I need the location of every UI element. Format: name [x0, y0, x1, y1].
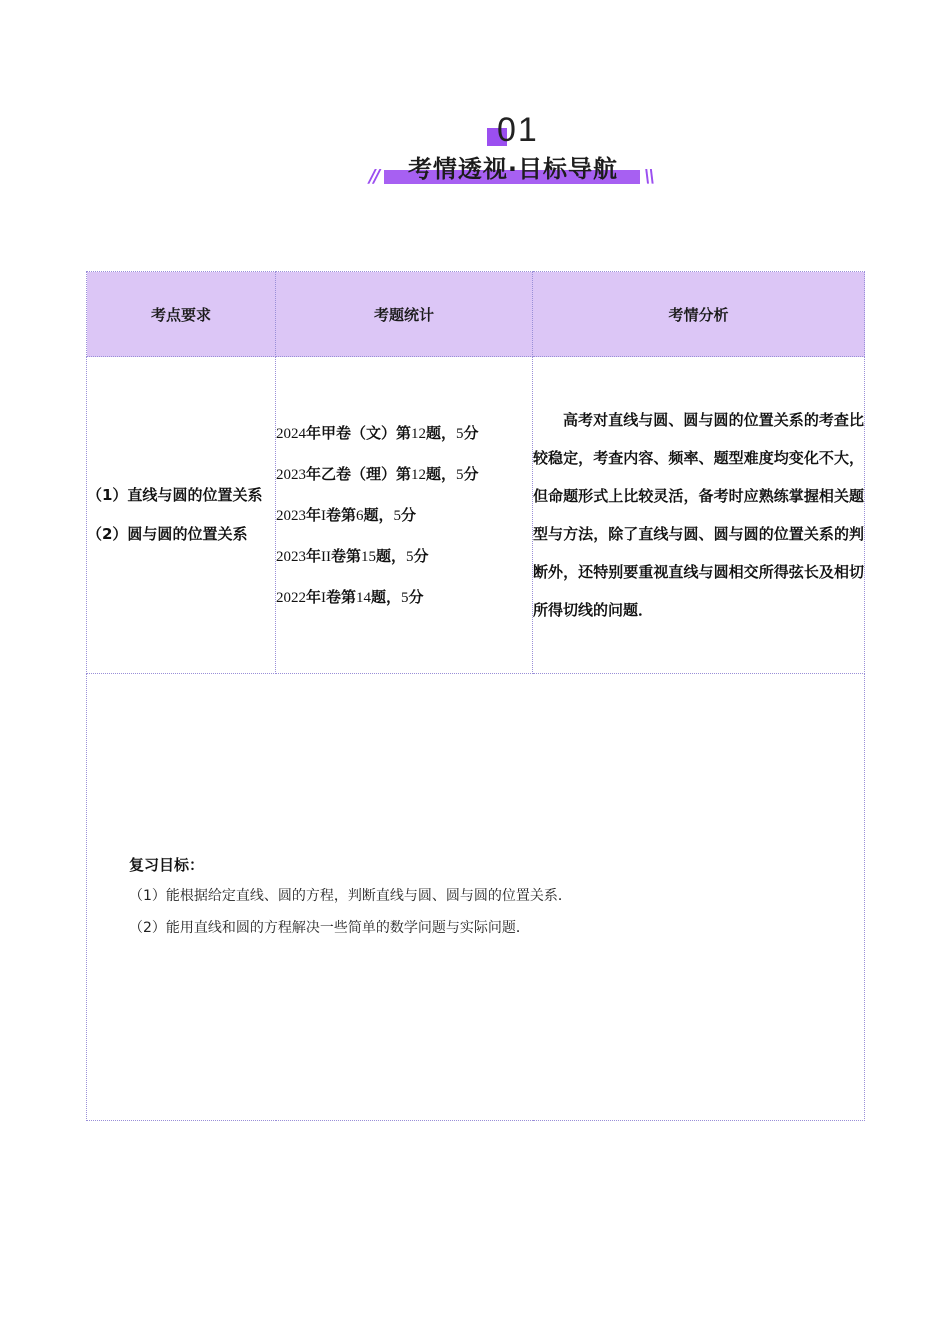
analysis-cell	[533, 357, 865, 674]
statistics-cell	[276, 357, 533, 674]
table-content-row	[87, 357, 865, 674]
table-header-row	[87, 272, 865, 357]
header-requirements: 考点要求	[87, 272, 276, 357]
left-slash-decoration: //	[369, 166, 379, 187]
goal-item: （1）能根据给定直线、圆的方程，判断直线与圆、圆与圆的位置关系．	[129, 888, 572, 904]
statistic-item: 2022年I卷第14题，5分	[276, 587, 424, 606]
right-slash-decoration: \\	[644, 166, 654, 187]
goal-item: （2）能用直线和圆的方程解决一些简单的数学问题与实际问题．	[129, 920, 530, 936]
statistic-item: 2023年II卷第15题，5分	[276, 546, 429, 565]
section-title: 考情透视·目标导航	[407, 155, 619, 183]
requirement-item: （2）圆与圆的位置关系	[87, 525, 248, 543]
goals-row	[87, 674, 865, 1121]
section-number: 01	[497, 111, 539, 149]
statistic-item: 2023年I卷第6题，5分	[276, 505, 417, 524]
exam-analysis-table	[86, 271, 865, 1121]
analysis-text: 高考对直线与圆、圆与圆的位置关系的考查比较稳定，考查内容、频率、题型难度均变化不大，但命题形式上比较灵活，备考时应熟练掌握相关题型与方法，除了直线与圆、圆与圆的位置关系的判断外，还特别要重视直线与圆相交所得弦长及相切所得切线的问题．	[533, 411, 864, 619]
requirement-item: （1）直线与圆的位置关系	[87, 486, 263, 504]
goals-cell	[87, 674, 865, 1121]
header-analysis: 考情分析	[533, 272, 865, 357]
statistic-item: 2024年甲卷（文）第12题，5分	[276, 423, 479, 442]
requirements-cell	[87, 357, 276, 674]
header-statistics: 考题统计	[276, 272, 533, 357]
statistic-item: 2023年乙卷（理）第12题，5分	[276, 464, 479, 483]
review-goals	[129, 850, 572, 944]
goals-title: 复习目标：	[129, 856, 205, 874]
